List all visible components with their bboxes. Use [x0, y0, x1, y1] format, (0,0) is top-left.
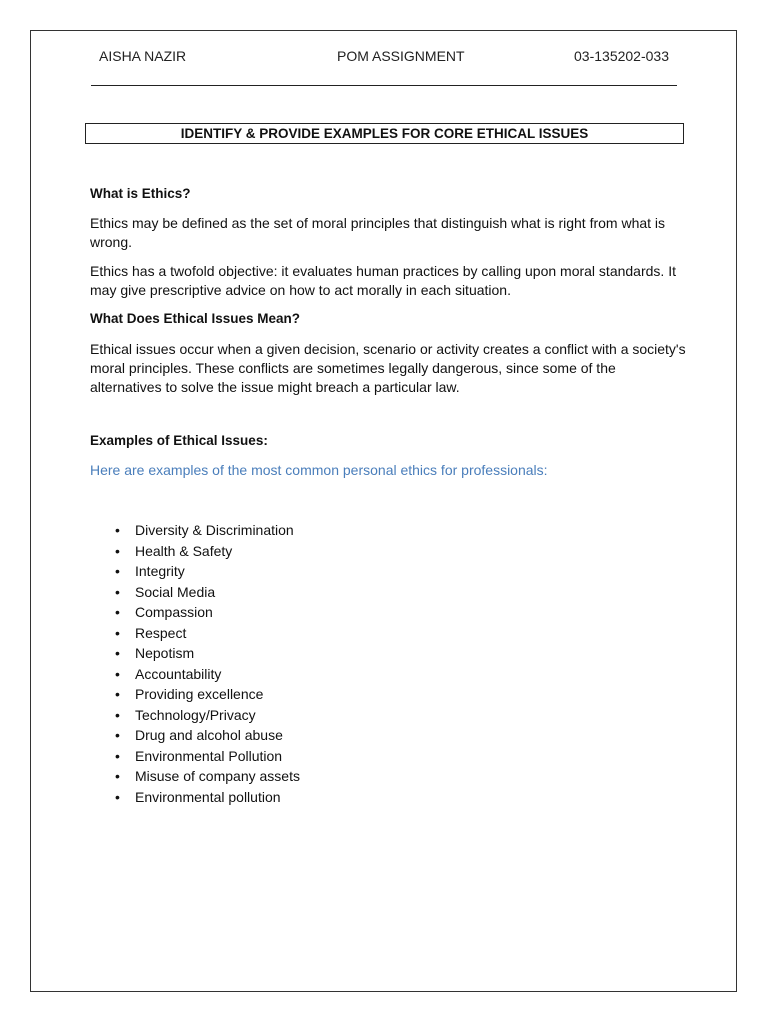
- header-student-id: 03-135202-033: [574, 48, 669, 64]
- document-page: [30, 30, 737, 992]
- list-item-label: Compassion: [135, 604, 213, 620]
- paragraph-ethics-definition: Ethics may be defined as the set of moral principles that distinguish what is right from what is wrong.: [90, 215, 666, 250]
- bullet-icon: •: [115, 665, 120, 682]
- list-item: [90, 520, 690, 541]
- list-item: [90, 725, 690, 746]
- list-item-label: Health & Safety: [135, 542, 233, 559]
- examples-list: [90, 520, 690, 807]
- document-body: [90, 184, 690, 807]
- list-item-label: Diversity & Discrimination: [135, 522, 294, 538]
- list-item: [90, 602, 690, 623]
- heading-examples: Examples of Ethical Issues:: [90, 433, 268, 448]
- header-course: POM ASSIGNMENT: [337, 48, 465, 64]
- list-item: [90, 664, 690, 685]
- bullet-icon: •: [115, 747, 120, 764]
- bullet-icon: •: [115, 604, 120, 620]
- list-item: [90, 541, 690, 562]
- list-item-label: Environmental Pollution: [135, 747, 283, 764]
- bullet-icon: •: [115, 686, 120, 702]
- list-item-label: Accountability: [135, 665, 222, 682]
- list-item: [90, 766, 690, 787]
- heading-ethical-issues-mean: What Does Ethical Issues Mean?: [90, 311, 301, 326]
- paragraph-ethics-objective: Ethics has a twofold objective: it evaluates human practices by calling upon moral standards. It may give prescriptive advice on how to act morally in each situation.: [90, 263, 676, 298]
- heading-what-is-ethics: What is Ethics?: [90, 186, 191, 201]
- list-item: [90, 623, 690, 644]
- bullet-icon: •: [115, 706, 120, 723]
- list-item-label: Technology/Privacy: [135, 706, 256, 723]
- header-author: AISHA NAZIR: [99, 48, 187, 64]
- list-item-label: Social Media: [135, 583, 216, 600]
- list-item: [90, 787, 690, 808]
- list-item: [90, 684, 690, 705]
- bullet-icon: •: [115, 645, 120, 661]
- bullet-icon: •: [115, 563, 120, 579]
- list-item-label: Misuse of company assets: [135, 768, 300, 784]
- examples-intro: Here are examples of the most common personal ethics for professionals:: [90, 462, 548, 478]
- list-item-label: Nepotism: [135, 645, 195, 661]
- list-item: [90, 705, 690, 726]
- list-item: [90, 561, 690, 582]
- list-item: [90, 643, 690, 664]
- list-item-label: Respect: [135, 624, 187, 641]
- bullet-icon: •: [115, 583, 120, 600]
- bullet-icon: •: [115, 768, 120, 784]
- bullet-icon: •: [115, 788, 120, 805]
- document-title: IDENTIFY & PROVIDE EXAMPLES FOR CORE ETHICAL ISSUES: [85, 123, 684, 144]
- list-item-label: Environmental pollution: [135, 788, 281, 805]
- bullet-icon: •: [115, 522, 120, 538]
- bullet-icon: •: [115, 727, 120, 743]
- page-header: [91, 48, 677, 86]
- bullet-icon: •: [115, 624, 120, 641]
- list-item-label: Integrity: [135, 563, 185, 579]
- list-item: [90, 582, 690, 603]
- list-item-label: Drug and alcohol abuse: [135, 727, 283, 743]
- list-item: [90, 746, 690, 767]
- list-item-label: Providing excellence: [135, 686, 264, 702]
- bullet-icon: •: [115, 542, 120, 559]
- paragraph-ethical-issues: Ethical issues occur when a given decision, scenario or activity creates a conflict with a society's moral principles. These conflicts are sometimes legally dangerous, since some of the alternatives to solve the issue might breach a particular law.: [90, 341, 686, 395]
